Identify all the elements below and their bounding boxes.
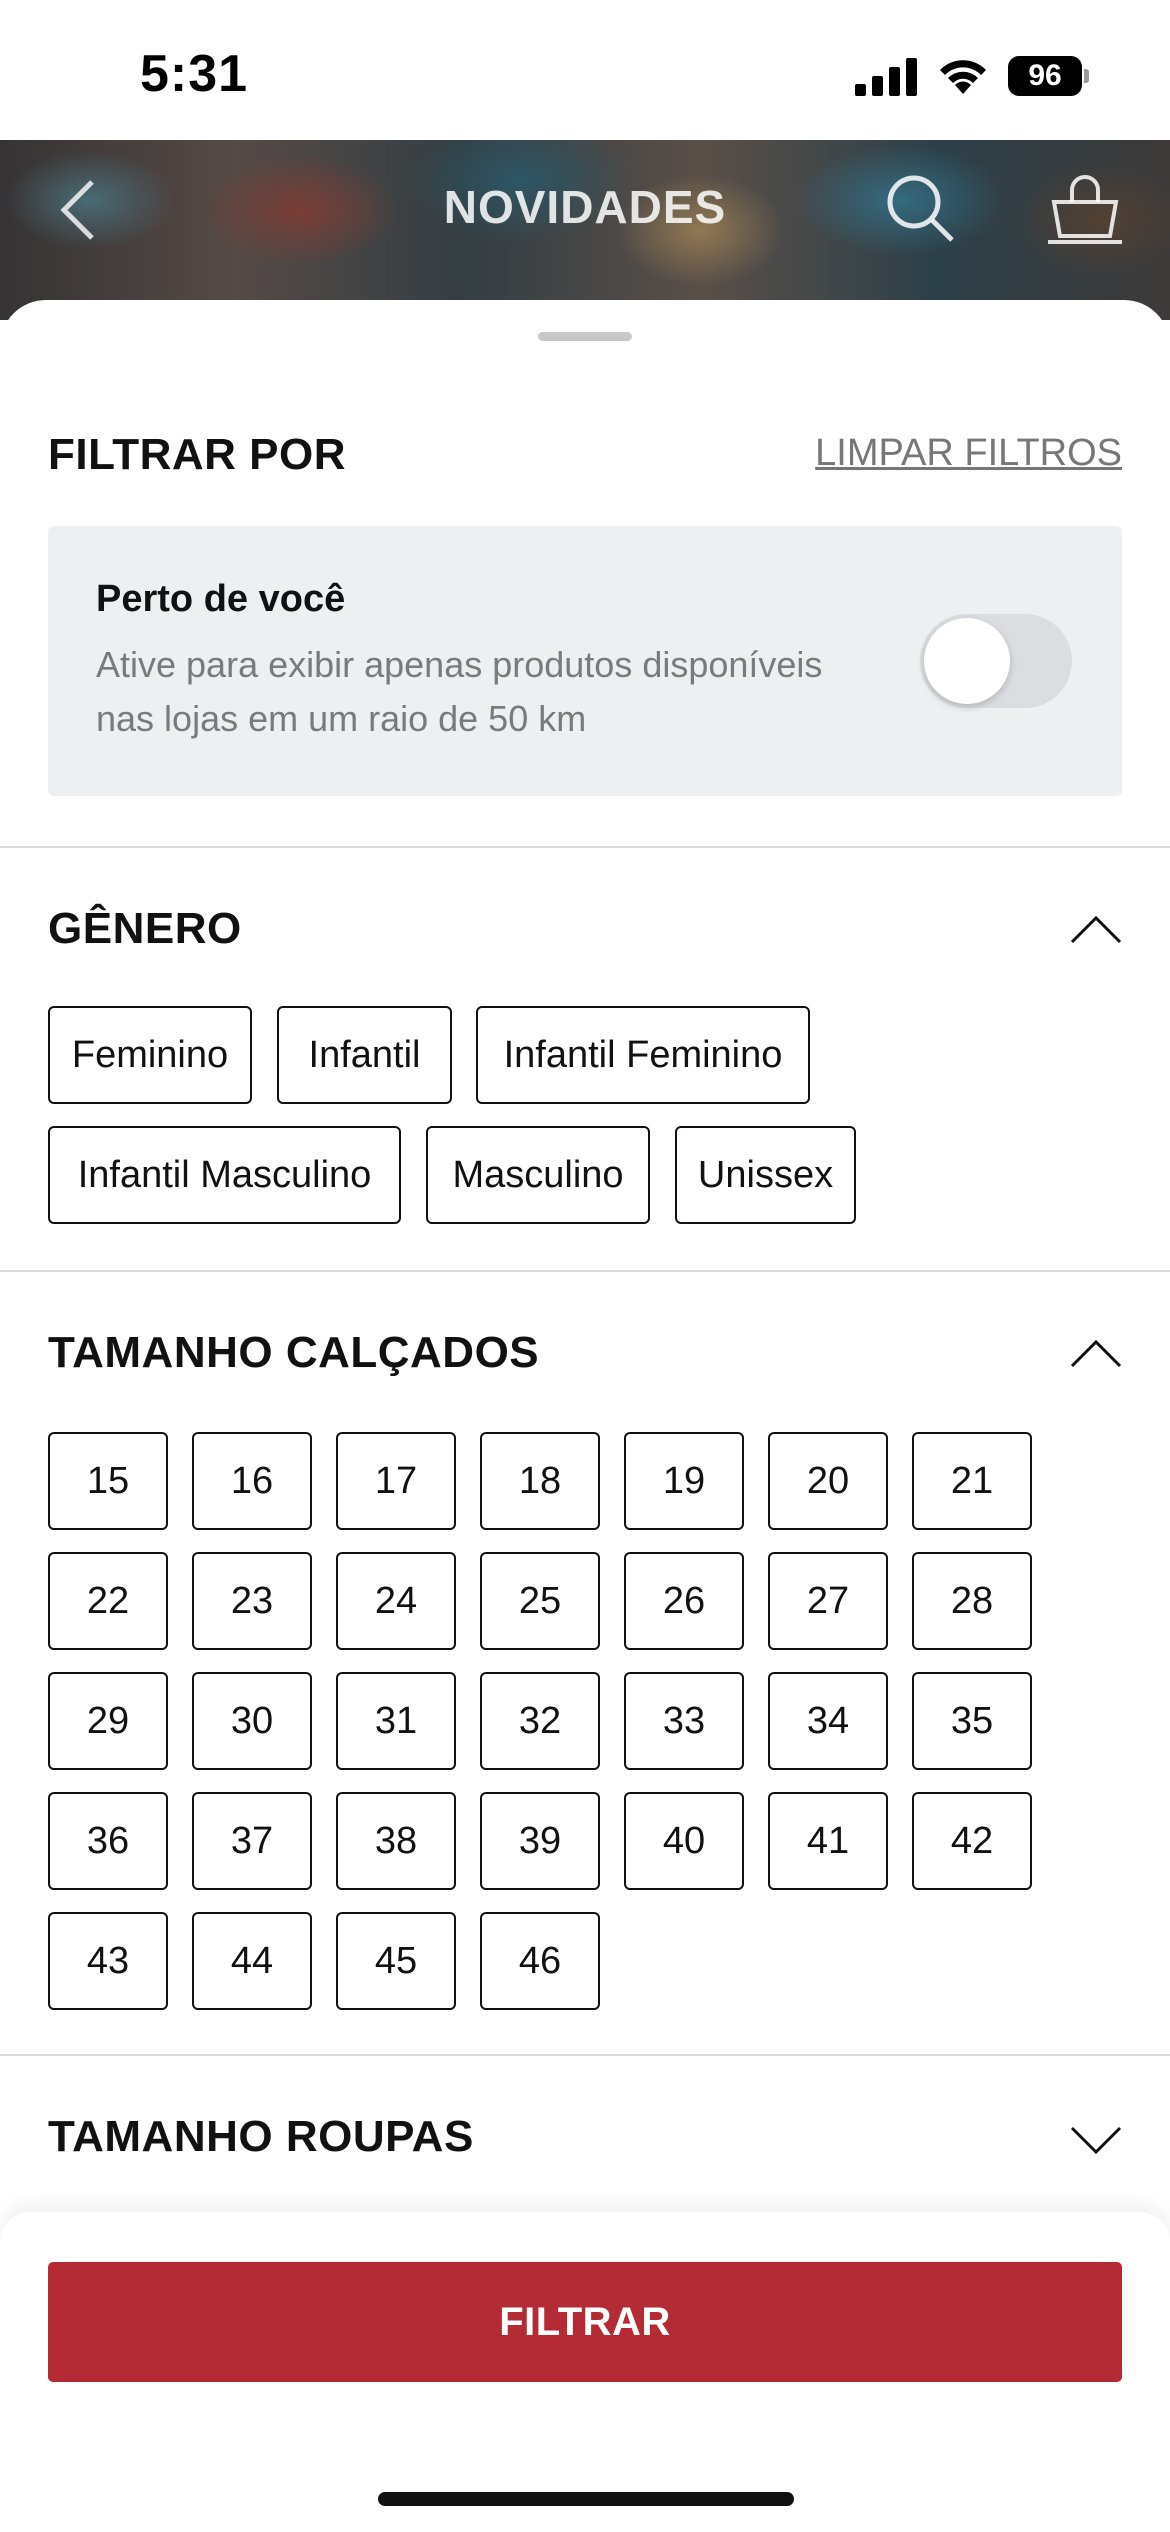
shoe-size-chip[interactable]: 33 — [624, 1672, 744, 1770]
home-indicator — [378, 2492, 794, 2506]
gender-chip[interactable]: Infantil — [277, 1006, 452, 1104]
gender-chip[interactable]: Unissex — [675, 1126, 856, 1224]
gender-chip[interactable]: Masculino — [426, 1126, 650, 1224]
near-you-panel — [48, 526, 1122, 796]
clothing-size-section-title: TAMANHO ROUPAS — [48, 2112, 474, 2161]
shoe-size-chip[interactable]: 17 — [336, 1432, 456, 1530]
shoe-size-chip[interactable]: 30 — [192, 1672, 312, 1770]
shoe-size-chip[interactable]: 28 — [912, 1552, 1032, 1650]
shoe-size-chip[interactable]: 39 — [480, 1792, 600, 1890]
shopping-bag-icon[interactable] — [1040, 168, 1130, 248]
wifi-icon — [935, 54, 991, 96]
gender-section-title: GÊNERO — [48, 904, 242, 953]
shoe-size-section-title: TAMANHO CALÇADOS — [48, 1328, 540, 1377]
shoe-size-chip[interactable]: 37 — [192, 1792, 312, 1890]
gender-chip[interactable]: Infantil Feminino — [476, 1006, 810, 1104]
near-you-toggle[interactable] — [920, 614, 1072, 708]
filter-title: FILTRAR POR — [48, 430, 346, 479]
shoe-size-chip[interactable]: 22 — [48, 1552, 168, 1650]
toggle-knob — [924, 618, 1010, 704]
shoe-size-chip[interactable]: 43 — [48, 1912, 168, 2010]
shoe-size-chip[interactable]: 26 — [624, 1552, 744, 1650]
shoe-size-chip[interactable]: 15 — [48, 1432, 168, 1530]
battery-icon — [1008, 56, 1088, 96]
near-you-title: Perto de você — [96, 578, 346, 620]
gender-chip[interactable]: Feminino — [48, 1006, 252, 1104]
sheet-grabber[interactable] — [538, 332, 632, 341]
filter-button[interactable]: FILTRAR — [48, 2262, 1122, 2382]
shoe-size-chip[interactable]: 16 — [192, 1432, 312, 1530]
divider — [0, 1270, 1170, 1272]
shoe-size-chip[interactable]: 29 — [48, 1672, 168, 1770]
chevron-up-icon[interactable] — [1068, 1336, 1124, 1372]
shoe-size-chip[interactable]: 23 — [192, 1552, 312, 1650]
status-bar — [0, 0, 1170, 140]
shoe-size-chip[interactable]: 31 — [336, 1672, 456, 1770]
page-title: NOVIDADES — [443, 181, 727, 233]
shoe-size-chip[interactable]: 34 — [768, 1672, 888, 1770]
shoe-size-chip[interactable]: 25 — [480, 1552, 600, 1650]
shoe-size-chip[interactable]: 18 — [480, 1432, 600, 1530]
divider — [0, 846, 1170, 848]
shoe-size-chip[interactable]: 24 — [336, 1552, 456, 1650]
cellular-signal-icon — [855, 58, 917, 96]
clear-filters-link[interactable]: LIMPAR FILTROS — [815, 432, 1122, 474]
shoe-size-chip[interactable]: 19 — [624, 1432, 744, 1530]
shoe-size-chip[interactable]: 41 — [768, 1792, 888, 1890]
shoe-size-chip[interactable]: 44 — [192, 1912, 312, 2010]
chevron-up-icon[interactable] — [1068, 912, 1124, 948]
chevron-down-icon[interactable] — [1068, 2122, 1124, 2158]
shoe-size-chip[interactable]: 36 — [48, 1792, 168, 1890]
battery-level: 96 — [1008, 56, 1082, 96]
shoe-size-chip[interactable]: 40 — [624, 1792, 744, 1890]
bottom-action-bar — [0, 2212, 1170, 2532]
shoe-size-chip[interactable]: 46 — [480, 1912, 600, 2010]
filter-sheet — [0, 300, 1170, 2532]
shoe-size-chip[interactable]: 20 — [768, 1432, 888, 1530]
status-time: 5:31 — [140, 45, 249, 103]
shoe-size-chip[interactable]: 27 — [768, 1552, 888, 1650]
gender-chip[interactable]: Infantil Masculino — [48, 1126, 401, 1224]
search-icon[interactable] — [880, 168, 960, 248]
shoe-size-chip[interactable]: 38 — [336, 1792, 456, 1890]
near-you-description: Ative para exibir apenas produtos disponíveis nas lojas em um raio de 50 km — [96, 644, 823, 739]
divider — [0, 2054, 1170, 2056]
shoe-size-chip[interactable]: 32 — [480, 1672, 600, 1770]
shoe-size-chip[interactable]: 42 — [912, 1792, 1032, 1890]
shoe-size-chip[interactable]: 45 — [336, 1912, 456, 2010]
shoe-size-chip[interactable]: 21 — [912, 1432, 1032, 1530]
header-banner — [0, 140, 1170, 320]
shoe-size-chip[interactable]: 35 — [912, 1672, 1032, 1770]
